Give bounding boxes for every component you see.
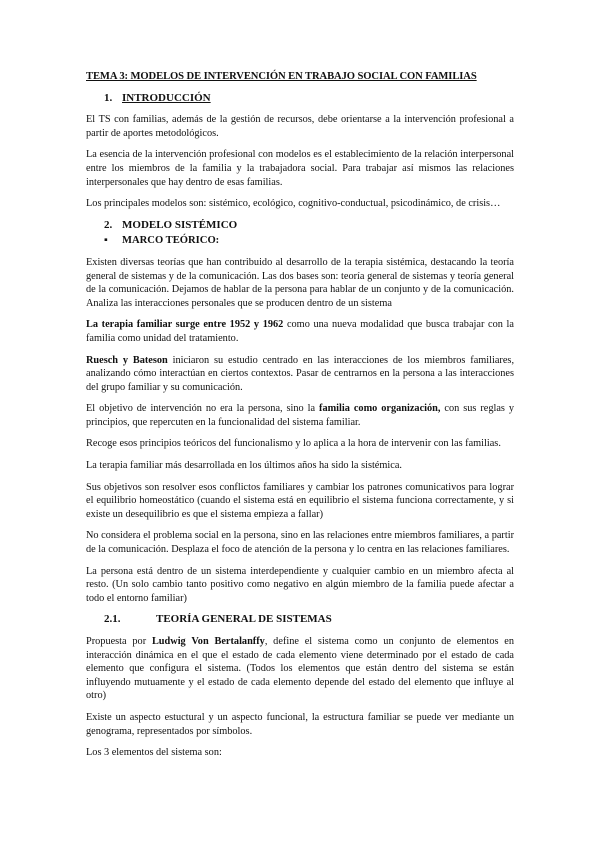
- paragraph: La esencia de la intervención profesional con modelos es el establecimiento de la relación interpersonal entre los miembros de la familia y la trabajadora social. Para trabajar así mismos las relaciones interpersonales que hay dentro de esas familias.: [86, 149, 514, 188]
- paragraph-text: como una nueva modalidad que busca trabajar con la familia como unidad del tratamiento.: [86, 319, 514, 344]
- paragraph: Los principales modelos son: sistémico, ecológico, cognitivo-conductual, psicodinámico, de crisis…: [86, 198, 501, 210]
- bold-text: Ruesch y Bateson: [86, 354, 168, 366]
- bullet-square-icon: ▪: [104, 235, 108, 247]
- paragraph-text: El objetivo de intervención no era la persona, sino la: [86, 403, 320, 415]
- paragraph: Recoge esos principios teóricos del funcionalismo y lo aplica a la hora de intervenir con las familias.: [86, 438, 501, 450]
- paragraph-text: Propuesta por: [86, 636, 152, 647]
- section-number: 1.: [104, 91, 113, 104]
- paragraph-text: iniciaron su estudio centrado en las interacciones de los miembros familiares, analizando cómo interactúan en ciertos contextos. Pasar de centrarnos en la persona a las interacciones del grupo familiar y su comunicación.: [86, 354, 515, 393]
- bold-text: La terapia familiar surge entre 1952 y 1962: [86, 319, 284, 331]
- paragraph: La persona está dentro de un sistema interdependiente y cualquier cambio en un miembro afecta al resto. (Un solo cambio tanto positivo como negativo en algún miembro de la familia puede afectar a todo el entorno familiar): [86, 565, 514, 604]
- bullet-label: MARCO TEÓRICO:: [122, 235, 220, 247]
- paragraph: No considera el problema social en la persona, sino en las relaciones entre miembros familiares, a partir de la comunicación. Desplaza el foco de atención de la persona y lo centra en las relaciones familiares.: [86, 530, 514, 556]
- section-title: INTRODUCCIÓN: [122, 91, 211, 104]
- paragraph: [86, 402, 514, 429]
- paragraph: [86, 318, 514, 345]
- section-2-1-heading: [86, 613, 514, 627]
- paragraph: Los 3 elementos del sistema son:: [86, 747, 222, 759]
- paragraph: La terapia familiar más desarrollada en los últimos años ha sido la sistémica.: [86, 460, 402, 472]
- bold-text: familia como organización,: [319, 403, 441, 415]
- section-title: TEORÍA GENERAL DE SISTEMAS: [156, 613, 332, 626]
- bullet-heading: [86, 234, 514, 248]
- bold-text: Ludwig Von Bertalanffy: [151, 636, 265, 647]
- paragraph: Existen diversas teorías que han contribuido al desarrollo de la terapia sistémica, destacando la teoría general de sistemas y de la comunicación. Las dos bases son: teoría general de sistemas y teoría general de la comunicación. Dejamos de hablar de la persona para hablar de un conjunto y de la comunicación. Analiza las interacciones personales que se producen dentro de un sistema: [86, 256, 514, 309]
- section-2-heading: [86, 219, 514, 233]
- paragraph: Sus objetivos son resolver esos conflictos familiares y cambiar los patrones comunicativos para lograr el equilibrio homeostático (cuando el sistema está en equilibrio el sistema funciona correctamente, y si existe un desequilibrio es que el sistema empieza a fallar): [86, 481, 514, 520]
- paragraph: Existe un aspecto estuctural y un aspecto funcional, la estructura familiar se puede ver mediante un genograma, representados por símbolos.: [86, 711, 514, 737]
- section-title: MODELO SISTÉMICO: [122, 218, 238, 231]
- paragraph-text: , define el sistema como un conjunto de elementos en interacción dinámica en el que el estado de cada elemento viene determinado por el estado de cada elemento que configura el sistema. (Todos los elementos que están dentro del sistema se están influyendo mutuamente y el estado de cada elemento depende del estado del elemento que influye al otro): [86, 636, 514, 702]
- section-number: 2.: [104, 218, 113, 231]
- document-page: [86, 70, 514, 768]
- paragraph-text: con sus reglas y principios, que repercuten en la funcionalidad del sistema familiar.: [86, 403, 515, 428]
- paragraph: [86, 354, 514, 395]
- section-number: 2.1.: [104, 613, 121, 626]
- section-1-heading: [86, 92, 514, 106]
- paragraph: El TS con familias, además de la gestión de recursos, debe orientarse a la intervención profesional a partir de aportes metodológicos.: [86, 114, 514, 139]
- paragraph: [86, 635, 514, 703]
- document-title: TEMA 3: MODELOS DE INTERVENCIÓN EN TRABAJO SOCIAL CON FAMILIAS: [86, 71, 477, 82]
